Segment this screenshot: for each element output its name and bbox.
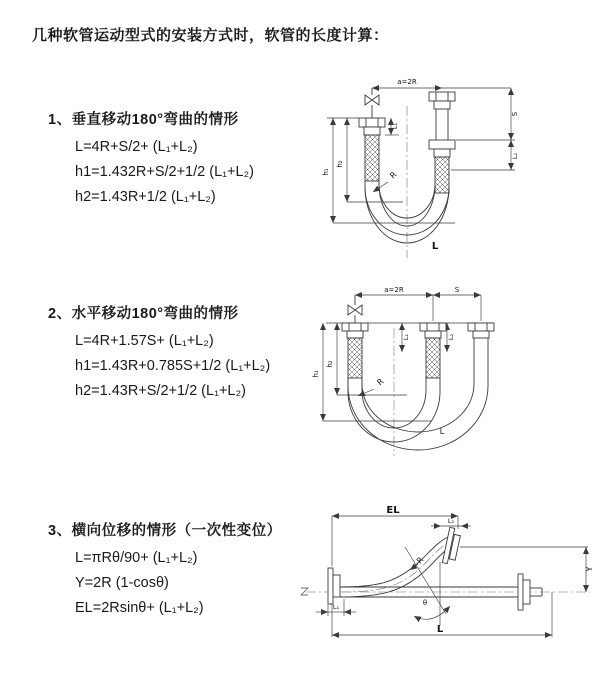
section-lateral-displacement (48, 519, 282, 625)
flange-plate (420, 323, 446, 331)
radius-leader (410, 564, 418, 570)
page-title: 几种软管运动型式的安装方式时，软管的长度计算： (32, 27, 389, 44)
section-horizontal-bend (48, 302, 270, 408)
flange-collar (333, 575, 340, 597)
hose-centerline (340, 541, 452, 592)
dim-label-el: EL (386, 505, 400, 516)
valve-icon (365, 95, 379, 105)
radius-label: R (414, 555, 426, 566)
length-label: L (439, 427, 445, 436)
valve-icon (348, 305, 362, 315)
dim-label-l1: L₁ (391, 122, 399, 130)
flange-collar (434, 149, 450, 157)
dim-label-span: a=2R (397, 78, 417, 86)
braided-hose (348, 338, 362, 378)
left-end-fitting (342, 323, 368, 378)
right-end-fitting (518, 574, 542, 610)
flange-plate (328, 568, 333, 604)
section-vertical-bend (48, 108, 254, 214)
formula-length: L=4R+S/2+ (L₁+L₂) (75, 139, 198, 155)
dim-label-l1: L₁ (332, 603, 340, 611)
section-heading: 1、垂直移动180°弯曲的情形 (48, 112, 239, 128)
flange-collar (434, 101, 450, 109)
length-label: L (431, 241, 439, 252)
angle-label: θ (422, 599, 428, 607)
formula-h2: h2=1.43R+S/2+1/2 (L₁+L₂) (75, 383, 246, 399)
hose-arc (348, 338, 488, 450)
radius-label: R (388, 169, 399, 181)
flange-collar (425, 331, 441, 338)
flange-plate (518, 574, 523, 610)
flange-plate (342, 323, 368, 331)
radius-label: R (375, 376, 386, 388)
flange-plate (468, 323, 494, 331)
section-heading: 3、横向位移的情形（一次性变位） (48, 523, 282, 539)
flange-collar (364, 127, 380, 135)
dim-label-l2: L₂ (447, 333, 455, 341)
dim-label-l1: L₁ (402, 333, 410, 341)
flange-plate (429, 92, 455, 101)
hose-wall (340, 546, 454, 597)
dim-label-span: a=2R (384, 286, 404, 294)
formula-el: EL=2Rsinθ+ (L₁+L₂) (75, 600, 204, 616)
diagram-lateral-displacement (298, 502, 598, 657)
angle-arc (414, 606, 450, 619)
formula-length: L=πRθ/90+ (L₁+L₂) (75, 550, 198, 566)
diagram-vertical-bend (315, 72, 545, 262)
length-label: L (436, 624, 444, 635)
section-heading: 2、水平移动180°弯曲的情形 (48, 306, 239, 322)
flange-collar (523, 580, 530, 604)
right-end-fitting (429, 92, 455, 193)
braided-hose (365, 135, 379, 181)
middle-end-fitting (420, 323, 446, 378)
axis-break-mark (301, 588, 308, 595)
diagram-horizontal-bend (312, 282, 562, 462)
dim-label-stroke: S (454, 286, 460, 294)
formula-h1: h1=1.43R+0.785S+1/2 (L₁+L₂) (75, 358, 271, 374)
formula-offset: Y=2R (1-cosθ) (75, 575, 169, 591)
flange-plate (359, 118, 385, 127)
dim-label-y: Y (585, 566, 594, 572)
left-end-fitting (359, 118, 385, 181)
right-end-fitting (468, 323, 494, 338)
formula-h2: h2=1.43R+1/2 (L₁+L₂) (75, 189, 216, 205)
radius-leader (373, 182, 388, 192)
dim-label-l2: L₂ (511, 152, 519, 160)
formula-length: L=4R+1.57S+ (L₁+L₂) (75, 333, 214, 349)
flange-plate (429, 140, 455, 149)
dim-label-l2: L₂ (447, 517, 455, 525)
dim-label-h2: h₂ (336, 160, 344, 168)
braided-hose (435, 157, 449, 193)
braided-hose (426, 338, 440, 378)
flange-collar (347, 331, 363, 338)
upper-end-fitting (442, 527, 461, 565)
dim-label-h2: h₂ (326, 360, 334, 368)
dim-label-stroke: S (511, 111, 519, 117)
left-end-fitting (328, 568, 340, 604)
dim-label-h1: h₁ (322, 168, 330, 176)
formula-h1: h1=1.432R+S/2+1/2 (L₁+L₂) (75, 164, 255, 180)
dim-label-h1: h₁ (312, 370, 320, 378)
hose-wall (340, 536, 450, 587)
flange-collar (473, 331, 489, 338)
